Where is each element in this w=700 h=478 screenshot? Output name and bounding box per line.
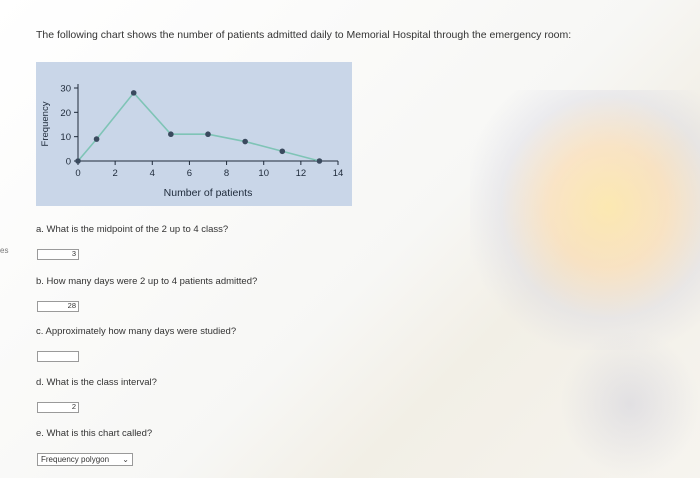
- frequency-chart: [36, 62, 352, 206]
- chart-axes: [78, 84, 338, 161]
- question-text: The following chart shows the number of patients admitted daily to Memorial Hospital through the emergency room:: [36, 29, 572, 41]
- question-d: d. What is the class interval?: [36, 377, 157, 388]
- data-point: [205, 131, 211, 137]
- answer-field-d[interactable]: [37, 402, 79, 413]
- data-point: [131, 90, 137, 96]
- y-tick-label: 10: [60, 132, 71, 144]
- x-tick-label: 6: [186, 168, 193, 179]
- data-point: [317, 158, 323, 164]
- x-tick-label: 12: [295, 168, 307, 179]
- data-point: [94, 136, 100, 142]
- y-tick-label: 20: [60, 107, 71, 119]
- answer-field-b[interactable]: [37, 301, 79, 312]
- x-tick-label: 10: [258, 168, 270, 179]
- answer-field-a[interactable]: [37, 249, 79, 260]
- x-tick-label: 2: [112, 168, 118, 179]
- screen-glare: [470, 90, 700, 350]
- y-tick-label: 0: [65, 156, 71, 168]
- y-axis-label: Frequency: [40, 101, 51, 147]
- screen-glare-secondary: [560, 330, 700, 478]
- answer-value-a: 3: [71, 249, 76, 258]
- question-c: c. Approximately how many days were studied?: [36, 326, 237, 337]
- data-point: [168, 131, 174, 137]
- y-tick-label: 30: [60, 83, 71, 95]
- chart-type-select[interactable]: [37, 453, 133, 466]
- question-b: b. How many days were 2 up to 4 patients admitted?: [36, 276, 258, 287]
- chevron-down-icon: ⌄: [122, 455, 129, 464]
- x-tick-label: 8: [223, 168, 230, 179]
- x-axis-label: Number of patients: [163, 187, 253, 199]
- data-point: [75, 158, 81, 164]
- question-a: a. What is the midpoint of the 2 up to 4 class?: [36, 224, 229, 235]
- cropped-side-text: es: [0, 246, 9, 255]
- data-point: [242, 139, 248, 145]
- answer-field-c[interactable]: [37, 351, 79, 362]
- answer-value-d: 2: [71, 402, 76, 411]
- chart-type-selected: Frequency polygon: [41, 455, 110, 464]
- answer-value-b: 28: [67, 301, 76, 310]
- x-tick-label: 14: [332, 168, 344, 179]
- data-point: [279, 148, 285, 154]
- x-tick-label: 0: [75, 168, 81, 179]
- chart-svg: [36, 62, 352, 206]
- question-e: e. What is this chart called?: [36, 428, 153, 439]
- x-tick-label: 4: [149, 168, 155, 179]
